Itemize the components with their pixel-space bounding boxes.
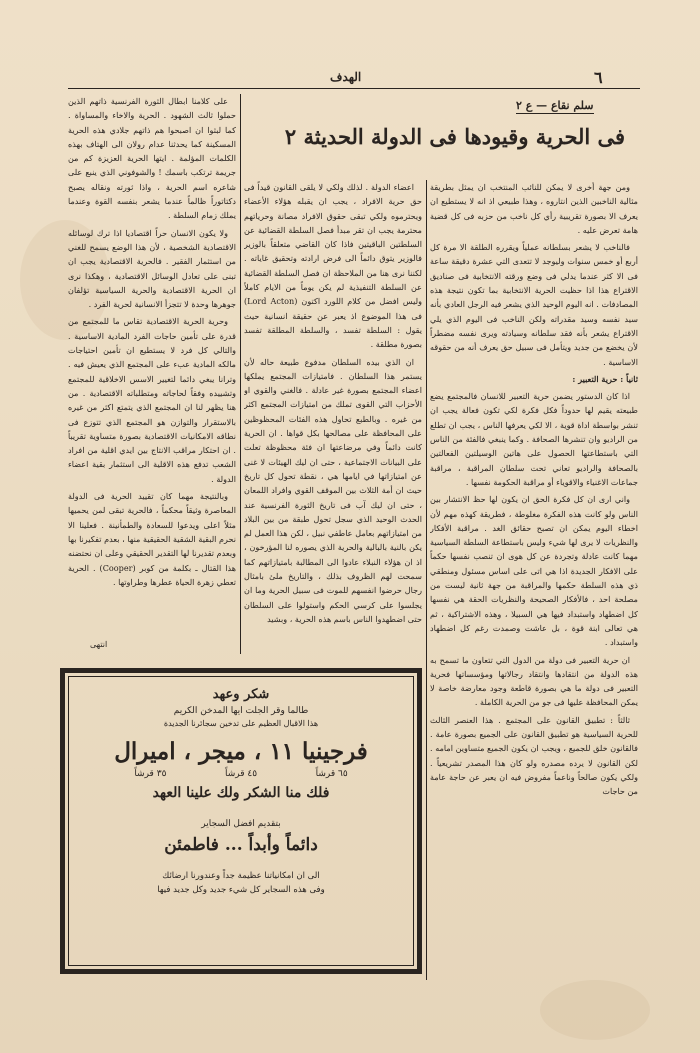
paragraph: على كلامنا ابطال الثورة الفرنسية ذاتهم الذين حملوا ثالث الشهود . الحرية والاخاء والمساواة . كما لبثوا ان اصبحوا هم ذاتهم جلادي هذه الحرية المسكينة كما يحدثنا عدام رولان الى الهتاف بهذه الكلمات المؤلمة . ايتها الحرية العزيزة كم من جريمة ترتكب باسمك ! والشوفوني الذي ينبع على شاعره اسم الحرية ، واذا ثورته ونقاله يصبح دكتاتوراً ظالماً عندما يشعر بنفسه القوة وعندما يملك زمام السلطة .	[68, 96, 236, 221]
ad-closing: الى ان امكانياتنا عظيمة جداً وعندورنا ارضائك	[162, 871, 320, 881]
end-mark: انتهى	[90, 640, 108, 649]
paper-stain	[540, 980, 650, 1040]
ad-thanks: فلك منا الشكر ولك علينا العهد	[152, 785, 330, 801]
section-heading: ثانياً : حرية التعبير :	[572, 373, 638, 384]
page-number: ٦	[594, 68, 603, 87]
ad-price: ٦٥ قرشاً	[315, 769, 348, 779]
paragraph: وبالنتيجة مهما كان تقييد الحرية فى الدولة المعاصرة وثيقاً محكماً ، فالحرية تبقى لمن يحميها مثلاً اعلى ويدعوا للسعادة والطمأنينة . فعلينا الا نحرم البقية الشقية الحقيقية منها ، بعدم تفكيرنا بها وبعدم تقديرنا لها التقدير الحقيقي وعلى ان نحتضنه هذا القتال ـ بكلمة من كوبر (Cooper) . الحرية تعطي زهرة الحياة عطرها وطراوتها .	[68, 491, 236, 587]
paragraph: ومن جهة أخرى لا يمكن للنائب المنتخب ان يمثل بطريقة مثالية الناخبين الذين انتاروه ، وهذا طبيعي اذ انه لا يستطيع ان يعرف الا بصورة تقريبية رأي كل ناخب من حزبه فى كل قضية هامة تعرض عليه .	[430, 182, 638, 235]
paragraph: ثالثاً : تطبيق القانون على المجتمع . هذا العنصر الثالث للحرية السياسية هو تطبيق القانون على الجميع بصورة عامة . فالقانون خلق للجميع ، ويجب ان يكون الجميع متساوين امامه . لكن القانون لا يرده مصدره ولو كان هذا المصدر تشريعياً . ولكي يكون صالحاً وناعماً مفروض فيه ان يعبر عن حاجة عامة من حاجات	[430, 714, 638, 797]
ad-line: هذا الاقبال العظيم على تدخين سجائرنا الجديدة	[163, 719, 319, 728]
paragraph: فالناخب لا يشعر بسلطانه عملياً ويقرره الطلقة الا مرة كل أربع أو خمس سنوات وليوجد لا تتعدى التي عشرة دقيقة ساعة فى الا كثر عندما يدلي فى وضع ورقته الانتخابية فى صناديق الاقتراع هذا اذا حظيت الحرية الانتخابية بما تكون نتيجة هذه المصادفات . انه اليوم الوحيد الذي يشعر فيه الرجل العادي بأنه سيد نفسه وسيد مقدراته ولكن الناخب فى اليوم الذي يلي الاقتراع يشعر بأنه فقد سلطانه وسيادته ويرى نفسه مضطراً لأن يخضع من جديد ويتأمل فى سبيل حق يعرف أنه من حقوقه الاساسية .	[430, 242, 638, 367]
article-title: فى الحرية وقيودها فى الدولة الحديثة ٢	[284, 124, 626, 149]
paragraph: وحرية الحرية الاقتصادية تقاس ما للمجتمع من قدرة على تأمين حاجات الفرد المادية الاساسية . والتالي كل فرد لا يستطيع ان تأمين احتياجات مالكه المادية عبء على المجتمع الذي يعيش فيه . وترانا يبغي دائما لتغيير الاسس الاخلاقية للمجتمع وتشييده وفقاً لحاجاته ومتطلباته الاقتصادية . من هنا يظهر لنا ان المجتمع الذي يتمتع اكثر من غيره بالاستقرار والتوازن هو المجتمع الذي تتوزع فى نطاقه الامكانيات الاقتصادية بصورة متساوية تقريباً . ان احتكار مراقب الانتاج بين ايدي اقلية من افراد الشعب تدفع هذه الاقلية الى استثمار بقية اعضاء الدولة .	[68, 316, 236, 484]
column-divider	[426, 180, 427, 980]
paragraph: واني ارى ان كل فكرة الحق ان يكون لها حظ الانتشار بين الناس ولو كانت هذه الفكرة مغلوطة ، فطريقة كهذه مهم لأن اخطاء اليوم يمكن ان تصبح حقائق الغد . مراقبة الأفكار والنظريات لا يرى لها شيء وليس باستطاعة السلطة السياسية مهما كانت عادلة وتجردة عن كل هوى ان تنصب نفسها حكماً على الافكار الجديدة اذا هي اتى على اساس مسئول ومنطقي ذي هذه السلطة حكمها والمراقبة من جهة ثانية ليست من مصلحة احد ، فالأفكار الصحيحة والنظريات الحقة هي نفسها كل اضطهاد واستبداد فيها هي السبيلا ، وهذه الاشتراكية ، ثم هي تعالى ابنة قوة ، بل عاشت وصمدت رغم كل اضطهاد واستبداد .	[430, 494, 638, 648]
ad-title: شكر وعهد	[212, 687, 270, 702]
ad-slogan: دائماً وأبداً ... فاطمئن	[164, 835, 318, 855]
article-column-left	[68, 94, 236, 650]
paragraph: ان حرية التعبير فى دولة من الدول التي تتعاون ما تسمح به هذه الدولة من انتقادها وانتقاد رجالاتها ومؤسساتها فحرية التعبير فى دولة ما هي بصورة قاطعة وجود معارضة خاصة لا يمكن المحافظة عليها فى جو من الحرية الكاملة .	[430, 654, 638, 708]
ad-closing: وفى هذه السجاير كل شيء جديد وكل جديد فيها	[157, 885, 325, 895]
ad-line: طالما وقر الجلت ايها المدخن الكريم	[173, 706, 309, 716]
ad-brands: فرجينيا ١١ ، ميجر ، اميرال	[114, 738, 368, 765]
ad-price: ٣٥ قرشاً	[134, 769, 167, 779]
ad-price: ٤٥ قرشاً	[224, 769, 258, 779]
column-divider	[240, 94, 241, 654]
paragraph: ان الذي بيده السلطان مدفوع طبيعة حاله لأن يستمر هذا السلطان . فامتيازات المجتمع يملكها اعضاء المجتمع بصورة غير عادلة . فالغني والقوي او الأحزاب التي القوى تملك من امتيازات المجتمع اكثر من غيره . وبالطبع تحاول هذه الفئات المحظوظين على المحافظة على مصالحها بكل قواها . ان الحرية كانت دائماً وفي مرضاعتها ان فئة محظوظة تعلت على البيانات الاجتماعية ، حتى ان ليك الهيئات لا غنى عن امتيازاتها في ايامها هي ، نقطة تحول كل تاريخ حيث ان أمة الثلاث بين الموقف القوي وافراد اللمعان ، حتى ان ليك آب فى تاريخ الثورة الفرنسية عند الحدث الوحيد الذي سجل تحول طبقة من بين البلاد من امتيازاتهم بعامل عاطفي نبيل ، لكن هذا العمل لم يكن بالنية بالبالية والحرية الذي يصوره لنا المؤرخون ، اذ ان هؤلاء النبلاء عادوا الى المطالبة بامتيازاتهم كما سمحت لهم الظروف بذلك ، والتاريخ ملئ بامثال رجال حرضوا انفسهم للموت فى سبيل الحرية وما ان يجلسوا على كرسي الحكم واستولوا على السلطان حتى اضطهدوا الناس باسم هذه الحرية ، وبشيد	[244, 356, 422, 624]
journal-name: الهدف	[330, 70, 362, 84]
header-rule	[68, 88, 640, 89]
article-column-middle	[244, 180, 422, 650]
article-column-right	[430, 180, 638, 970]
paragraph: اذا كان الدستور يضمن حرية التعبير للانسان فالمجتمع يضع طبيعته يقيم لها حدوداً فكل فكرة لكي تكون فعالة يجب ان تنشر بواسطة اداة قوية ، الا لكي يعرفها الناس ، يجب ان تطلع من الراديو وان تنشرها الصحافة . وكما ينبغي فالفئة من الناس التي باستطاعتها الحصول على هاتين الوسيلتين الفعالتين بالصحافة والراديو تعاني تحت سلطان المراقبة ، مراقبة جماعات الاغنياء والاقوياء أو مراقبة الحكومة نفسها .	[430, 391, 638, 487]
series-tag: سلم نقاع — ع ٢	[516, 99, 594, 112]
ad-prices	[105, 769, 377, 779]
paragraph: اعضاء الدولة . لذلك ولكي لا يلقى القانون قيداً فى حق حرية الافراد ، يجب ان يقبله هؤلاء الأعضاء ويحترموه ولكي تبقى حقوق الافراد مصانة وحرياتهم محترمة يجب ان تقر مبدأ فصل السلطة القضائية عن السلطتين الباقيتين فاذا كان القاضي متعلقاً بالوزير فالوزير يتوق دائماً الى فرض ارادته وتحقيق غاياته . لكننا نرى هنا من الملاحظة ان فصل السلطة القضائية عن السلطة التنفيذية لم يكن يوماً من الايام كاملاً وليس افضل من كلام اللورد اكتون (Lord Acton) فى هذا الموضوع اذ يعبر عن حقيقة انسانية حيث يقول : السلطة تفسد ، والسلطة المطلقة تفسد بصورة مطلقة .	[244, 182, 422, 350]
ad-offer: بتقديم افضل السجاير	[201, 819, 281, 829]
cigarette-advertisement	[60, 668, 422, 974]
paragraph: ولا يكون الانسان حراً اقتصاديا اذا ترك لوسائله الاقتصادية الشخصية ، لأن هذا الوضع يسمح للغني من استثمار الفقير . فالحرية الاقتصادية يجب ان تبنى على تعادل الوسائل الاقتصادية ، وهكذا نرى ان الحرية الاقتصادية والحرية السياسية تؤلفان جوهرها وحدة لا تتجزأ الانسانية لحرية الفرد .	[68, 227, 236, 310]
